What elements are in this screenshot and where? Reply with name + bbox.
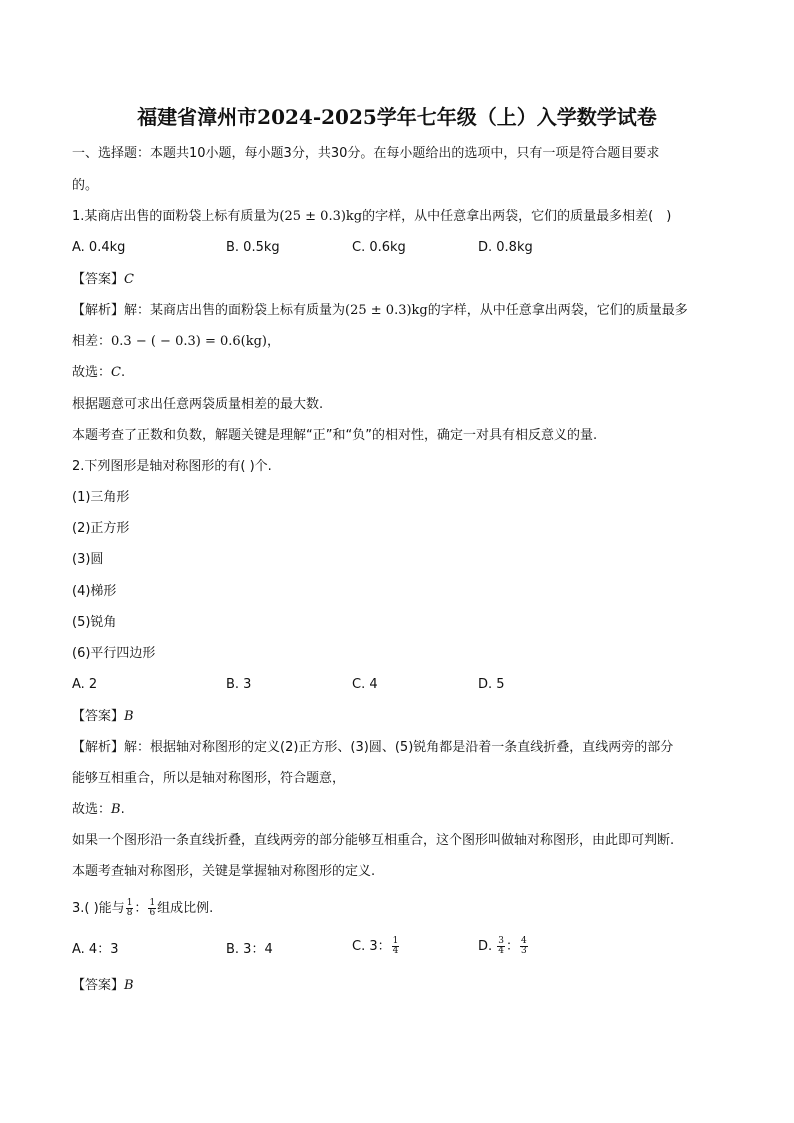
answer-label: 【答案】 bbox=[72, 709, 125, 724]
q1-analysis-line-2: 相差：0.3 − ( − 0.3) = 0.6(kg)， bbox=[72, 334, 281, 349]
fraction: $\frac{1}{6}$ bbox=[149, 898, 156, 918]
q3-option-b: B. 3：4 bbox=[226, 942, 273, 957]
answer-value: C bbox=[124, 272, 134, 287]
q2-note-1: 如果一个图形沿一条直线折叠，直线两旁的部分能够互相重合，这个图形叫做轴对称图形，由此即可判断. bbox=[72, 833, 675, 848]
q2-item: (5)锐角 bbox=[72, 615, 117, 630]
q2-choose: 故选：B. bbox=[72, 802, 125, 817]
fraction: $\frac{1}{4}$ bbox=[392, 936, 399, 956]
q2-answer bbox=[72, 709, 134, 725]
q2-note-2: 本题考查轴对称图形，关键是掌握轴对称图形的定义. bbox=[72, 864, 376, 879]
answer-label: 【答案】 bbox=[72, 978, 125, 993]
q1-option-b: B. 0.5kg bbox=[226, 240, 280, 255]
q1-option-a: A. 0.4kg bbox=[72, 240, 126, 255]
q2-option-c: C. 4 bbox=[352, 677, 378, 692]
q2-option-a: A. 2 bbox=[72, 677, 98, 692]
q1-stem: 1.某商店出售的面粉袋上标有质量为(25 ± 0.3)kg的字样，从中任意拿出两袋，它们的质量最多相差( ) bbox=[72, 209, 672, 224]
q3-option-d: D. $\frac{3}{4}$ ： $\frac{4}{3}$ bbox=[478, 936, 527, 956]
q2-item: (2)正方形 bbox=[72, 521, 130, 536]
page-title: 福建省漳州市2024-2025学年七年级（上）入学数学试卷 bbox=[137, 105, 657, 129]
q1-option-c: C. 0.6kg bbox=[352, 240, 406, 255]
answer-value: B bbox=[124, 709, 134, 724]
q2-item: (6)平行四边形 bbox=[72, 646, 156, 661]
q3-option-a: A. 4：3 bbox=[72, 942, 119, 957]
q2-analysis-line-2: 能够互相重合，所以是轴对称图形，符合题意， bbox=[72, 771, 346, 786]
answer-label: 【答案】 bbox=[72, 272, 125, 287]
q1-choose: 故选：C. bbox=[72, 365, 126, 380]
q1-note-1: 根据题意可求出任意两袋质量相差的最大数. bbox=[72, 397, 324, 412]
q2-stem: 2.下列图形是轴对称图形的有( )个. bbox=[72, 459, 272, 474]
q2-option-b: B. 3 bbox=[226, 677, 252, 692]
q2-item: (4)梯形 bbox=[72, 584, 117, 599]
fraction: $\frac{1}{8}$ bbox=[126, 898, 133, 918]
q2-option-d: D. 5 bbox=[478, 677, 505, 692]
q1-analysis-line-1: 【解析】解：某商店出售的面粉袋上标有质量为(25 ± 0.3)kg的字样，从中任意拿出两袋，它们的质量最多 bbox=[72, 303, 688, 318]
fraction: $\frac{4}{3}$ bbox=[521, 936, 527, 956]
q2-item: (1)三角形 bbox=[72, 490, 130, 505]
answer-value: B bbox=[124, 978, 134, 993]
section-heading: 一、选择题：本题共10小题，每小题3分，共30分。在每小题给出的选项中，只有一项是符合题目要求 bbox=[72, 146, 660, 161]
q1-answer bbox=[72, 272, 134, 288]
q2-item: (3)圆 bbox=[72, 552, 104, 567]
q1-option-d: D. 0.8kg bbox=[478, 240, 533, 255]
q3-answer bbox=[72, 978, 134, 994]
section-heading-cont: 的。 bbox=[72, 178, 99, 193]
q3-stem: 3.( )能与 $\frac{1}{8}$ ： $\frac{1}{6}$ 组成比例. bbox=[72, 898, 214, 918]
q1-note-2: 本题考查了正数和负数，解题关键是理解“正”和“负”的相对性，确定一对具有相反意义的量. bbox=[72, 428, 598, 443]
q2-analysis-line-1: 【解析】解：根据轴对称图形的定义(2)正方形、(3)圆、(5)锐角都是沿着一条直线折叠，直线两旁的部分 bbox=[72, 740, 674, 755]
q3-option-c: C. 3： $\frac{1}{4}$ bbox=[352, 936, 399, 956]
fraction: $\frac{3}{4}$ bbox=[498, 936, 505, 956]
